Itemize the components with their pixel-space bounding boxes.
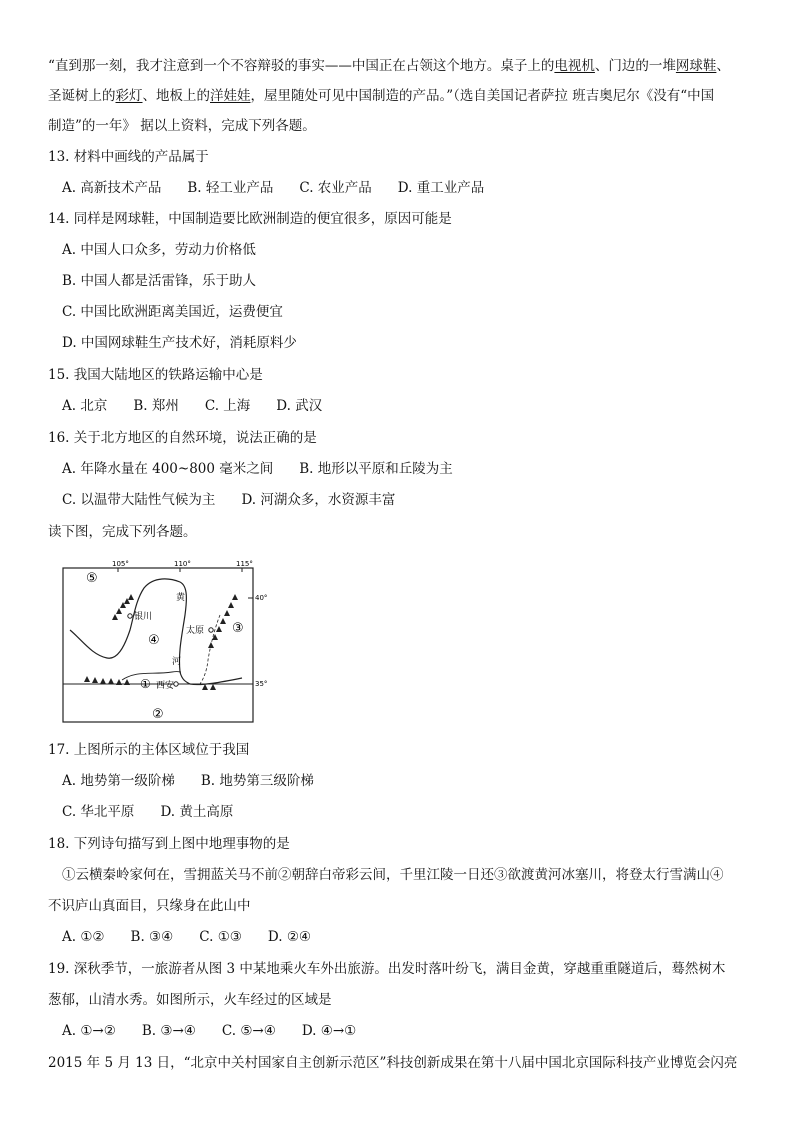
option[interactable]: C. 以温带大陆性气候为主 — [62, 492, 216, 508]
option[interactable]: C. ①③ — [199, 929, 242, 945]
city-marker — [174, 682, 178, 686]
option[interactable]: B. 地势第三级阶梯 — [200, 773, 314, 789]
option[interactable]: D. 黄土高原 — [160, 804, 234, 820]
intro-text: 、门边的一堆 — [594, 58, 676, 74]
option[interactable]: D. 武汉 — [276, 398, 323, 414]
city-marker — [128, 614, 132, 618]
option-row — [62, 396, 348, 416]
option-row — [62, 490, 421, 510]
lat-label: 35° — [255, 680, 268, 688]
option[interactable]: C. 农业产品 — [299, 180, 372, 196]
intro-text: 、地板上的 — [142, 88, 210, 104]
river-label: 黄 — [176, 593, 186, 603]
wei-river — [122, 672, 181, 680]
city-marker — [209, 628, 213, 632]
option[interactable]: D. 中国网球鞋生产技术好，消耗原料少 — [62, 335, 297, 351]
question-stem: 19. 深秋季节，一旅游者从图 3 中某地乘火车外出旅游。出发时落叶纷飞，满目金黄，穿越重重隧道后，蓦然树木 — [48, 961, 726, 977]
option[interactable]: D. 河湖众多，水资源丰富 — [241, 492, 396, 508]
region-label: ② — [152, 707, 164, 722]
intro-text: 制造”的一年》 据以上资料，完成下列各题。 — [48, 118, 316, 134]
option-row — [62, 927, 337, 947]
underlined-product: 彩灯 — [115, 88, 143, 104]
option[interactable]: B. 郑州 — [133, 398, 179, 414]
option[interactable]: C. 华北平原 — [62, 804, 135, 820]
option-row — [62, 178, 510, 198]
option[interactable]: C. ⑤→④ — [221, 1023, 276, 1039]
city-label: 西安 — [156, 681, 175, 691]
question-stem: 17. 上图所示的主体区域位于我国 — [48, 742, 250, 758]
lat-label: 40° — [255, 594, 268, 602]
region-label: ① — [140, 677, 151, 691]
question-body: ①云横秦岭家何在，雪拥蓝关马不前②朝辞白帝彩云间，千里江陵一日还③欲渡黄河冰塞川，将登太行雪满山④ — [62, 867, 724, 883]
option[interactable]: B. 中国人都是活雷锋，乐于助人 — [62, 273, 257, 289]
option-row — [62, 771, 340, 791]
option[interactable]: A. 中国人口众多，劳动力价格低 — [62, 242, 256, 258]
intro-text: 、 — [716, 58, 730, 74]
intro-line-2 — [48, 86, 714, 106]
question-stem: 18. 下列诗句描写到上图中地理事物的是 — [48, 836, 290, 852]
intro-text: 圣诞树上的 — [48, 88, 116, 104]
underlined-product: 电视机 — [554, 58, 595, 74]
question-stem: 15. 我国大陆地区的铁路运输中心是 — [48, 367, 263, 383]
city-label: 太原 — [186, 626, 205, 636]
question-body: 葱郁，山清水秀。如图所示，火车经过的区域是 — [48, 992, 332, 1008]
option[interactable]: D. ②④ — [267, 929, 312, 945]
option-row — [62, 1021, 382, 1041]
region-label: ③ — [232, 621, 244, 636]
option[interactable]: B. ③→④ — [141, 1023, 196, 1039]
region-label: ⑤ — [86, 571, 98, 586]
option[interactable]: A. ①→② — [62, 1023, 116, 1039]
lon-label: 105° — [112, 560, 129, 568]
map-intro: 读下图，完成下列各题。 — [48, 524, 197, 540]
question-stem: 14. 同样是网球鞋，中国制造要比欧洲制造的便宜很多，原因可能是 — [48, 211, 452, 227]
option[interactable]: A. 高新技术产品 — [62, 180, 162, 196]
lon-label: 115° — [236, 560, 253, 568]
option[interactable]: C. 中国比欧洲距离美国近，运费便宜 — [62, 304, 283, 320]
intro-text: ，屋里随处可见中国制造的产品。”（选自美国记者萨拉 班吉奥尼尔《没有“中国 — [250, 88, 715, 104]
intro-line-3 — [48, 116, 316, 136]
question-stem: 13. 材料中画线的产品属于 — [48, 149, 209, 165]
option[interactable]: D. ④→① — [301, 1023, 357, 1039]
option[interactable]: B. 地形以平原和丘陵为主 — [299, 461, 453, 477]
region-label: ④ — [148, 633, 160, 648]
option-row — [62, 459, 479, 479]
intro-line-1 — [48, 56, 730, 76]
river-label: 河 — [172, 657, 182, 667]
question-stem: 16. 关于北方地区的自然环境，说法正确的是 — [48, 430, 317, 446]
option[interactable]: A. 年降水量在 400~800 毫米之间 — [62, 461, 274, 477]
passage-start: 2015 年 5 月 13 日，“北京中关村国家自主创新示范区”科技创新成果在第十八届中国北京国际科技产业博览会闪亮 — [48, 1055, 738, 1071]
underlined-product: 洋娃娃 — [210, 88, 251, 104]
intro-text: “直到那一刻，我才注意到一个不容辩驳的事实——中国正在占领这个地方。桌子上的 — [48, 58, 555, 74]
option[interactable]: D. 重工业产品 — [397, 180, 485, 196]
question-body: 不识庐山真面目，只缘身在此山中 — [48, 898, 251, 914]
lon-label: 110° — [174, 560, 191, 568]
mountain-range — [84, 594, 238, 690]
option[interactable]: B. 轻工业产品 — [187, 180, 274, 196]
option[interactable]: A. ①② — [62, 929, 105, 945]
city-label: 银川 — [134, 612, 153, 622]
option[interactable]: C. 上海 — [204, 398, 251, 414]
option-row — [62, 802, 259, 822]
option[interactable]: A. 北京 — [62, 398, 108, 414]
region-map — [62, 560, 286, 724]
option[interactable]: B. ③④ — [130, 929, 174, 945]
underlined-product: 网球鞋 — [675, 58, 717, 74]
option[interactable]: A. 地势第一级阶梯 — [62, 773, 175, 789]
